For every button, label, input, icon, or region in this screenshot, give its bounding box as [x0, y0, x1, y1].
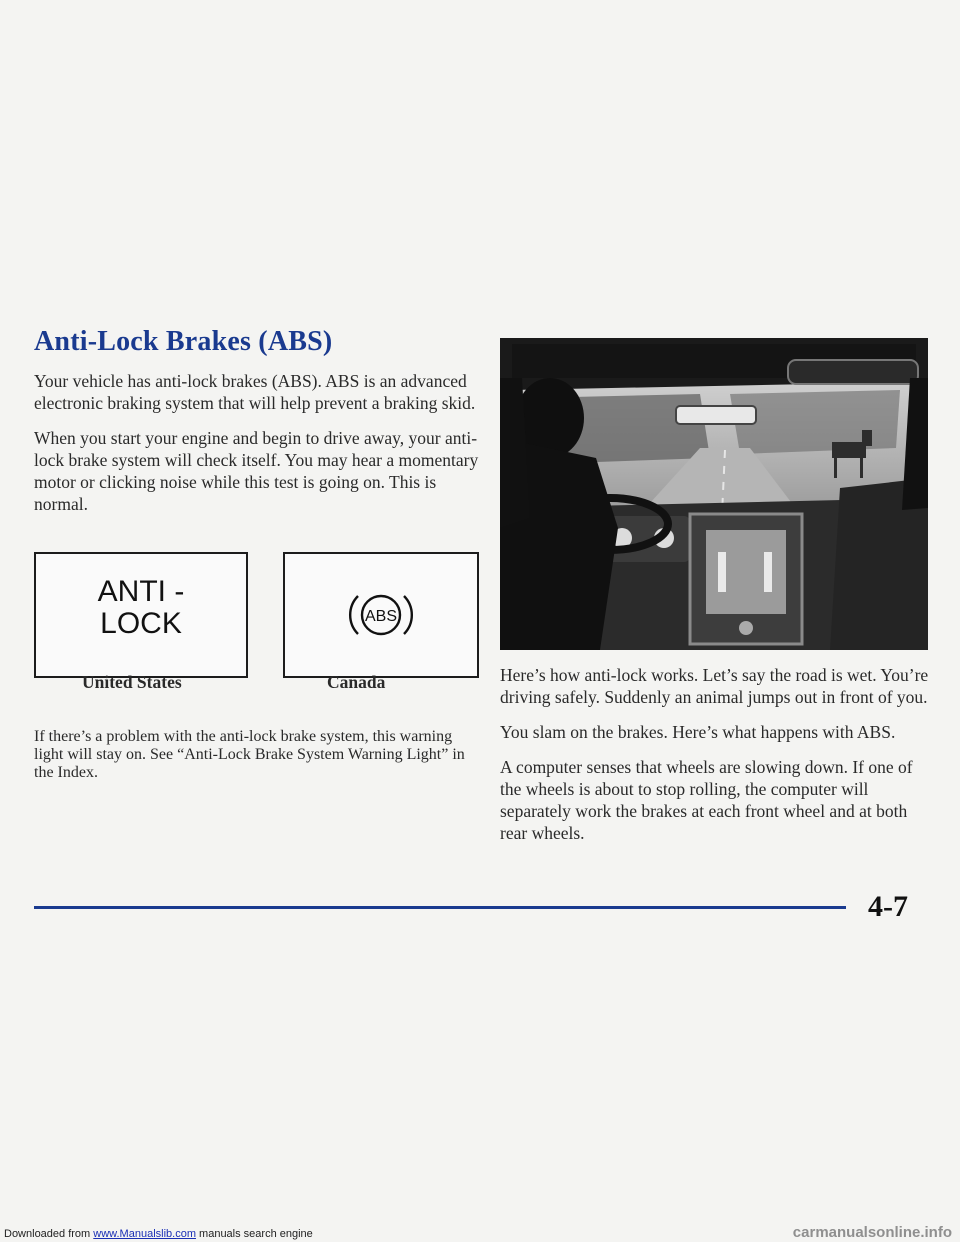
- caption-canada: Canada: [327, 672, 386, 692]
- driver-view-illustration: [500, 338, 928, 650]
- abs-symbol-text: ABS: [364, 608, 398, 625]
- warning-lights: [34, 552, 479, 682]
- manualslib-link[interactable]: www.Manualslib.com: [93, 1228, 196, 1240]
- page-title: Anti-Lock Brakes (ABS): [34, 326, 333, 357]
- caption-united-states: United States: [82, 672, 182, 692]
- driver-view-photo: [500, 338, 928, 650]
- warning-light-text: [34, 712, 479, 798]
- abs-symbol-icon: [344, 587, 418, 643]
- download-footer: [4, 1228, 313, 1240]
- intro-paragraph-1: Your vehicle has anti-lock brakes (ABS). ABS is an advanced electronic braking system that will help prevent a braking skid.: [34, 371, 476, 413]
- right-paragraph-3: A computer senses that wheels are slowing down. If one of the wheels is about to stop rolling, the computer will separately work the brakes at each front wheel and at both rear wheels.: [500, 757, 913, 843]
- site-watermark: carmanualsonline.info: [792, 1224, 952, 1241]
- anti-lock-line-1: ANTI -: [97, 575, 185, 608]
- intro-text: [34, 370, 479, 528]
- abs-warning-light-canada: [283, 552, 479, 678]
- page-number: 4-7: [868, 890, 908, 923]
- anti-lock-warning-light-us: [34, 552, 248, 678]
- right-paragraph-2: You slam on the brakes. Here’s what happens with ABS.: [500, 722, 896, 742]
- intro-paragraph-2: When you start your engine and begin to drive away, your anti-lock brake system will check itself. You may hear a momentary motor or clicking noise while this test is going on. This is normal.: [34, 428, 479, 514]
- how-abs-works-text: [500, 664, 930, 857]
- anti-lock-line-2: LOCK: [100, 607, 182, 640]
- footer-rule: [34, 906, 846, 909]
- warning-light-paragraph: If there’s a problem with the anti-lock brake system, this warning light will stay on. See “Anti-Lock Brake System Warning Light” in the Index.: [34, 728, 465, 781]
- anti-lock-label: [36, 576, 246, 640]
- right-paragraph-1: Here’s how anti-lock works. Let’s say the road is wet. You’re driving safely. Suddenly an animal jumps out in front of you.: [500, 665, 929, 707]
- footer-suffix: manuals search engine: [195, 1228, 313, 1240]
- footer-prefix: Downloaded from: [4, 1228, 94, 1240]
